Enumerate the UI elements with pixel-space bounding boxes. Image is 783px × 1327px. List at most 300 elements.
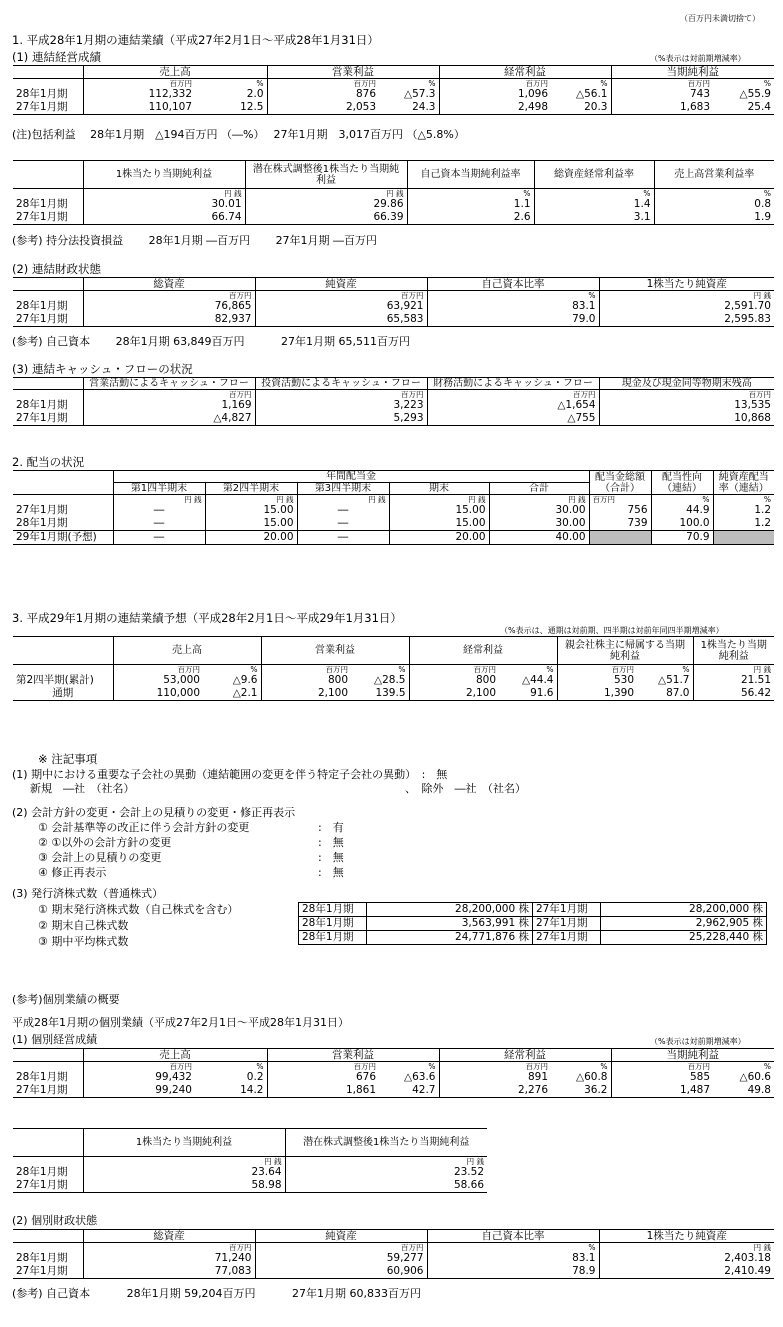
row-label: 28年1月期 (16, 517, 68, 529)
cell: 87.0 (666, 687, 690, 699)
table-row (13, 1084, 774, 1098)
row-label: 28年1月期 (16, 1252, 68, 1264)
period-label: 27年1月期 (533, 917, 601, 931)
col-header: 総資産 (83, 278, 255, 291)
cash-flow-table (13, 377, 774, 426)
cell: 1,390 (557, 687, 637, 701)
cell: 24.3 (412, 101, 436, 113)
cell: 28,200,000 株 (367, 903, 533, 917)
table-row (13, 531, 774, 545)
cell: ― (113, 517, 205, 531)
cell: 1.9 (654, 211, 774, 225)
col-header: 1株当たり純資産 (599, 278, 774, 291)
section1-sub2: (2) 連結財政状態 (12, 262, 101, 276)
period-label: 28年1月期 (299, 917, 367, 931)
col-header: 合計 (489, 483, 589, 495)
cell: 1.2 (713, 517, 774, 531)
cell: △55.9 (739, 88, 771, 100)
row-label: 通期 (52, 687, 74, 699)
table-row (13, 399, 774, 412)
cell: 79.0 (427, 313, 599, 327)
unit-label: % (600, 1062, 608, 1071)
note-1-excluded: 、 除外 ―社 （社名） (405, 782, 526, 795)
ref-sub2: (2) 個別財政状態 (12, 1214, 98, 1227)
unit-label: 百万円 (83, 291, 255, 301)
row-label: 29年1月期(予想) (16, 531, 97, 543)
table-row (13, 504, 774, 517)
cell: 891 (439, 1071, 551, 1084)
col-header: 当期純利益 (611, 1049, 774, 1062)
cell: △28.5 (374, 674, 406, 686)
row-label: 第2四半期(累計) (16, 674, 94, 686)
col-header: 売上高 (83, 66, 267, 79)
cell: 756 (589, 504, 651, 517)
table-row (299, 931, 767, 945)
cell: ― (113, 531, 205, 545)
cell: 15.00 (389, 517, 489, 531)
shaded-cell (589, 531, 651, 545)
col-header: 潜在株式調整後1株当たり当期純利益 (245, 161, 407, 189)
section3-title: 3. 平成29年1月期の連結業績予想（平成28年2月1日～平成29年1月31日） (12, 611, 402, 625)
section3-note: （%表示は、通期は対前期、四半期は対前年同四半期増減率） (500, 626, 724, 635)
cell: 139.5 (375, 687, 406, 699)
cell: 2,410.49 (599, 1265, 774, 1279)
note-1: (1) 期中における重要な子会社の異動（連結範囲の変更を伴う特定子会社の異動） : 無 (12, 768, 448, 781)
table-row (13, 1265, 774, 1279)
table-row (13, 412, 774, 426)
note-2-item: ④ 修正再表示 (38, 866, 107, 879)
col-header: 投資活動によるキャッシュ・フロー (255, 378, 427, 390)
unit-label: 円 銭 (285, 1157, 487, 1167)
nonconsolidated-results-table (13, 1048, 774, 1098)
unit-label: % (256, 1062, 264, 1071)
shares-item: ① 期末発行済株式数（自己株式を含む） (38, 903, 239, 916)
cell: 2,498 (439, 101, 551, 115)
unit-label: 円 銭 (599, 291, 774, 301)
table-row (13, 1252, 774, 1265)
cell: 5,293 (255, 412, 427, 426)
col-header: 自己資本比率 (427, 1230, 599, 1243)
cell: 1,683 (611, 101, 713, 115)
row-label: 28年1月期 (16, 399, 68, 411)
cell: △51.7 (658, 674, 690, 686)
cell: 2,053 (267, 101, 379, 115)
section1-sub3: (3) 連結キャッシュ・フローの状況 (12, 362, 193, 376)
cell: 3,223 (255, 399, 427, 412)
period-label: 28年1月期 (299, 903, 367, 917)
col-header: 当期純利益 (611, 66, 774, 79)
col-header: 純資産 (255, 278, 427, 291)
unit-label: 円 銭 (489, 495, 589, 505)
note-2-value: : 有 (318, 821, 344, 834)
unit-label: 円 銭 (599, 1243, 774, 1253)
nonconsolidated-per-share-table (13, 1128, 487, 1193)
cell: △63.6 (404, 1071, 436, 1083)
cell: 20.00 (205, 531, 297, 545)
unit-label: 円 銭 (297, 495, 389, 505)
cell: 100.0 (651, 517, 713, 531)
col-header: 営業利益 (267, 1049, 439, 1062)
unit-label: 百万円 (439, 79, 551, 89)
unit-label: 百万円 (255, 291, 427, 301)
cell: 63,921 (255, 300, 427, 313)
col-header: 配当金総額（合計） (589, 471, 651, 495)
table-row (13, 1166, 487, 1179)
row-label: 28年1月期 (16, 1166, 68, 1178)
cell: 1,861 (267, 1084, 379, 1098)
cell: 21.51 (693, 674, 774, 687)
ref-title: (参考)個別業績の概要 (12, 993, 120, 1006)
row-label: 28年1月期 (16, 198, 68, 210)
table-row (299, 903, 767, 917)
unit-label: 百万円 (83, 390, 255, 400)
cell: 2,962,905 株 (695, 917, 763, 929)
unit-label: % (682, 665, 690, 674)
dividend-table (13, 470, 774, 545)
cell: 42.7 (412, 1084, 436, 1096)
cell: 23.64 (83, 1166, 285, 1179)
cell: 2,591.70 (599, 300, 774, 313)
cell: 1,487 (611, 1084, 713, 1098)
table-row (13, 674, 774, 687)
col-header: 経常利益 (409, 637, 557, 665)
table-row (13, 313, 774, 327)
cell: ― (297, 517, 389, 531)
cell: 70.9 (651, 531, 713, 545)
note-2-item: ① 会計基準等の改正に伴う会計方針の変更 (38, 821, 250, 834)
col-header: 1株当たり当期純利益 (83, 1129, 285, 1157)
cell: 99,432 (83, 1071, 195, 1084)
table-row (13, 101, 774, 115)
period-label: 28年1月期 (299, 931, 367, 945)
note-3: (3) 発行済株式数（普通株式） (12, 887, 164, 900)
col-header: 第3四半期末 (297, 483, 389, 495)
cell: 29.86 (245, 198, 407, 211)
col-header: 総資産 (83, 1230, 255, 1243)
col-header: 売上高営業利益率 (654, 161, 774, 189)
unit-label: % (534, 189, 654, 199)
col-header: 自己資本当期純利益率 (407, 161, 534, 189)
row-label: 27年1月期 (16, 412, 68, 424)
row-label: 27年1月期 (16, 504, 68, 516)
row-label: 27年1月期 (16, 313, 68, 325)
cell: ― (297, 531, 389, 545)
unit-label: % (651, 495, 713, 505)
cell: 30.00 (489, 517, 589, 531)
cell: 10,868 (599, 412, 774, 426)
table-row (13, 1071, 774, 1084)
unit-label: 百万円 (267, 79, 379, 89)
col-header: 第1四半期末 (113, 483, 205, 495)
cell: 58.66 (285, 1179, 487, 1193)
cell: 66.74 (83, 211, 245, 225)
col-header: 期末 (389, 483, 489, 495)
col-header: 経常利益 (439, 1049, 611, 1062)
note-2: (2) 会計方針の変更・会計上の見積りの変更・修正再表示 (12, 806, 296, 819)
cell: 77,083 (83, 1265, 255, 1279)
cell: 1,169 (83, 399, 255, 412)
unit-label: 円 銭 (245, 189, 407, 199)
cell: 49.8 (747, 1084, 771, 1096)
per-share-table (13, 160, 774, 225)
row-label: 28年1月期 (16, 88, 68, 100)
cell: △60.8 (576, 1071, 608, 1083)
row-label: 27年1月期 (16, 1084, 68, 1096)
comprehensive-income-note: (注)包括利益 28年1月期 △194百万円 （―%） 27年1月期 3,017百万円 （△5.8%） (12, 128, 465, 141)
cell: △57.3 (404, 88, 436, 100)
note-2-value: : 無 (318, 851, 344, 864)
col-header: 親会社株主に帰属する当期純利益 (557, 637, 693, 665)
table-row (13, 687, 774, 701)
row-label: 27年1月期 (16, 1265, 68, 1277)
unit-label: 百万円 (261, 665, 351, 675)
cell: △44.4 (522, 674, 554, 686)
cell: 0.2 (246, 1071, 264, 1083)
table-row (13, 88, 774, 101)
cell: 15.00 (389, 504, 489, 517)
cell: 13,535 (599, 399, 774, 412)
cell: 3,563,991 株 (367, 917, 533, 931)
section1-sub1: (1) 連結経営成績 (12, 50, 101, 64)
cell: 1.2 (713, 504, 774, 517)
unit-label: 百万円 (611, 79, 713, 89)
cell: ― (113, 504, 205, 517)
cell: 1.1 (407, 198, 534, 211)
unit-label: % (250, 665, 258, 674)
cell: 30.01 (83, 198, 245, 211)
group-header: 年間配当金 (113, 471, 589, 483)
cell: 78.9 (427, 1265, 599, 1279)
unit-label: 百万円 (599, 390, 774, 400)
cell: 676 (267, 1071, 379, 1084)
cell: 83.1 (427, 300, 599, 313)
unit-label: 百万円 (557, 665, 637, 675)
cell: 1.4 (534, 198, 654, 211)
cell: 24,771,876 株 (367, 931, 533, 945)
cell: 14.2 (240, 1084, 264, 1096)
row-label: 28年1月期 (16, 300, 68, 312)
unit-label: 円 銭 (205, 495, 297, 505)
unit-label: 百万円 (83, 1243, 255, 1253)
col-header: 売上高 (83, 1049, 267, 1062)
cell: 60,906 (255, 1265, 427, 1279)
cell: 1,096 (439, 88, 551, 101)
unit-label: 円 銭 (693, 665, 774, 675)
unit-label: 百万円 (83, 1062, 195, 1072)
shares-table (298, 902, 767, 945)
col-header: 1株当たり純資産 (599, 1230, 774, 1243)
cell: 20.3 (584, 101, 608, 113)
ref-sub1-note: （%表示は対前期増減率） (650, 1037, 746, 1046)
period-label: 27年1月期 (533, 903, 601, 917)
unit-label: % (763, 79, 771, 88)
cell: 66.39 (245, 211, 407, 225)
col-header: 1株当たり当期純利益 (693, 637, 774, 665)
notes-title: ※ 注記事項 (38, 752, 98, 766)
cell: △2.1 (232, 687, 258, 699)
cell: 65,583 (255, 313, 427, 327)
equity-method-note: (参考) 持分法投資損益 28年1月期 ―百万円 27年1月期 ―百万円 (12, 234, 378, 247)
cell: 76,865 (83, 300, 255, 313)
cell: 58.98 (83, 1179, 285, 1193)
cell: 2,276 (439, 1084, 551, 1098)
cell: 56.42 (693, 687, 774, 701)
row-label: 27年1月期 (16, 211, 68, 223)
table-row (13, 300, 774, 313)
unit-label: 百万円 (409, 665, 499, 675)
cell: 2,595.83 (599, 313, 774, 327)
cell: 2,100 (409, 687, 499, 701)
section1-sub1-note: （%表示は対前期増減率） (650, 54, 746, 63)
period-label: 27年1月期 (533, 931, 601, 945)
cell: 44.9 (651, 504, 713, 517)
unit-label: % (600, 79, 608, 88)
unit-label: 円 銭 (113, 495, 205, 505)
unit-label: 百万円 (427, 390, 599, 400)
cell: 2.0 (246, 88, 264, 100)
col-header: 財務活動によるキャッシュ・フロー (427, 378, 599, 390)
consolidated-results-table (13, 65, 774, 115)
cell: 3.1 (534, 211, 654, 225)
col-header: 営業利益 (261, 637, 409, 665)
col-header: 純資産 (255, 1230, 427, 1243)
col-header: 1株当たり当期純利益 (83, 161, 245, 189)
note-2-value: : 無 (318, 866, 344, 879)
unit-label: 百万円 (83, 79, 195, 89)
unit-label: % (427, 291, 599, 301)
cell: 110,107 (83, 101, 195, 115)
cell: 25.4 (747, 101, 771, 113)
cell: 82,937 (83, 313, 255, 327)
unit-label: % (256, 79, 264, 88)
table-row (13, 1179, 487, 1193)
forecast-table (13, 636, 774, 701)
cell: 110,000 (113, 687, 203, 701)
unit-label: 百万円 (267, 1062, 379, 1072)
col-header: 経常利益 (439, 66, 611, 79)
col-header: 自己資本比率 (427, 278, 599, 291)
unit-label: % (428, 1062, 436, 1071)
unit-label: % (427, 1243, 599, 1253)
col-header: 現金及び現金同等物期末残高 (599, 378, 774, 390)
cell: △9.6 (232, 674, 258, 686)
shares-item: ② 期末自己株式数 (38, 919, 129, 932)
cell: 91.6 (530, 687, 554, 699)
unit-label: 百万円 (113, 665, 203, 675)
note-2-item: ② ①以外の会計方針の変更 (38, 836, 172, 849)
note-2-item: ③ 会計上の見積りの変更 (38, 851, 162, 864)
cell: 739 (589, 517, 651, 531)
cell: 28,200,000 株 (689, 903, 763, 915)
ref-own-capital-note: (参考) 自己資本 28年1月期 59,204百万円 27年1月期 60,833百万円 (12, 1287, 422, 1300)
shares-item: ③ 期中平均株式数 (38, 935, 129, 948)
unit-label: % (398, 665, 406, 674)
unit-label: 百万円 (611, 1062, 713, 1072)
table-row (13, 211, 774, 225)
cell: 36.2 (584, 1084, 608, 1096)
cell: ― (297, 504, 389, 517)
cell: △56.1 (576, 88, 608, 100)
note-2-value: : 無 (318, 836, 344, 849)
cell: 15.00 (205, 504, 297, 517)
table-row (299, 917, 767, 931)
cell: 99,240 (83, 1084, 195, 1098)
col-header: 総資産経常利益率 (534, 161, 654, 189)
cell: 25,228,440 株 (689, 931, 763, 943)
cell: 59,277 (255, 1252, 427, 1265)
cell: 15.00 (205, 517, 297, 531)
cell: 23.52 (285, 1166, 487, 1179)
cell: 20.00 (389, 531, 489, 545)
nonconsolidated-financial-table (13, 1229, 774, 1279)
unit-label: 円 銭 (389, 495, 489, 505)
cell: 585 (611, 1071, 713, 1084)
col-header: 営業活動によるキャッシュ・フロー (83, 378, 255, 390)
section2-title: 2. 配当の状況 (12, 455, 85, 469)
col-header: 配当性向（連結） (651, 471, 713, 495)
unit-label: 円 銭 (83, 189, 245, 199)
unit-label: % (546, 665, 554, 674)
cell: △755 (427, 412, 599, 426)
cell: 53,000 (113, 674, 203, 687)
cell: 83.1 (427, 1252, 599, 1265)
unit-label: 円 銭 (83, 1157, 285, 1167)
cell: 40.00 (489, 531, 589, 545)
rounding-note: （百万円未満切捨て） (680, 14, 760, 23)
table-row (13, 517, 774, 531)
col-header: 第2四半期末 (205, 483, 297, 495)
cell: 2.6 (407, 211, 534, 225)
shaded-cell (713, 531, 774, 545)
section1-title: 1. 平成28年1月期の連結業績（平成27年2月1日～平成28年1月31日） (12, 33, 379, 47)
unit-label: % (428, 79, 436, 88)
note-1-new: 新規 ―社 （社名） (30, 782, 135, 795)
col-header: 営業利益 (267, 66, 439, 79)
cell: 0.8 (654, 198, 774, 211)
cell: 800 (409, 674, 499, 687)
col-header: 売上高 (113, 637, 261, 665)
cell: △4,827 (83, 412, 255, 426)
table-row (13, 198, 774, 211)
unit-label: 百万円 (255, 1243, 427, 1253)
row-label: 28年1月期 (16, 1071, 68, 1083)
ref-subtitle: 平成28年1月期の個別業績（平成27年2月1日～平成28年1月31日） (12, 1016, 349, 1029)
cell: 530 (557, 674, 637, 687)
unit-label: 百万円 (589, 495, 651, 505)
cell: 112,332 (83, 88, 195, 101)
ref-sub1: (1) 個別経営成績 (12, 1033, 98, 1046)
cell: 876 (267, 88, 379, 101)
unit-label: % (654, 189, 774, 199)
cell: △1,654 (427, 399, 599, 412)
cell: 800 (261, 674, 351, 687)
row-label: 27年1月期 (16, 101, 68, 113)
cell: 12.5 (240, 101, 264, 113)
col-header: 純資産配当率（連結） (713, 471, 774, 495)
cell: 71,240 (83, 1252, 255, 1265)
unit-label: % (407, 189, 534, 199)
cell: 2,403.18 (599, 1252, 774, 1265)
col-header: 潜在株式調整後1株当たり当期純利益 (285, 1129, 487, 1157)
cell: 30.00 (489, 504, 589, 517)
unit-label: % (713, 495, 774, 505)
cell: 2,100 (261, 687, 351, 701)
cell: △60.6 (739, 1071, 771, 1083)
row-label: 27年1月期 (16, 1179, 68, 1191)
unit-label: 百万円 (439, 1062, 551, 1072)
cell: 743 (611, 88, 713, 101)
own-capital-note: (参考) 自己資本 28年1月期 63,849百万円 27年1月期 65,511百万円 (12, 335, 411, 348)
